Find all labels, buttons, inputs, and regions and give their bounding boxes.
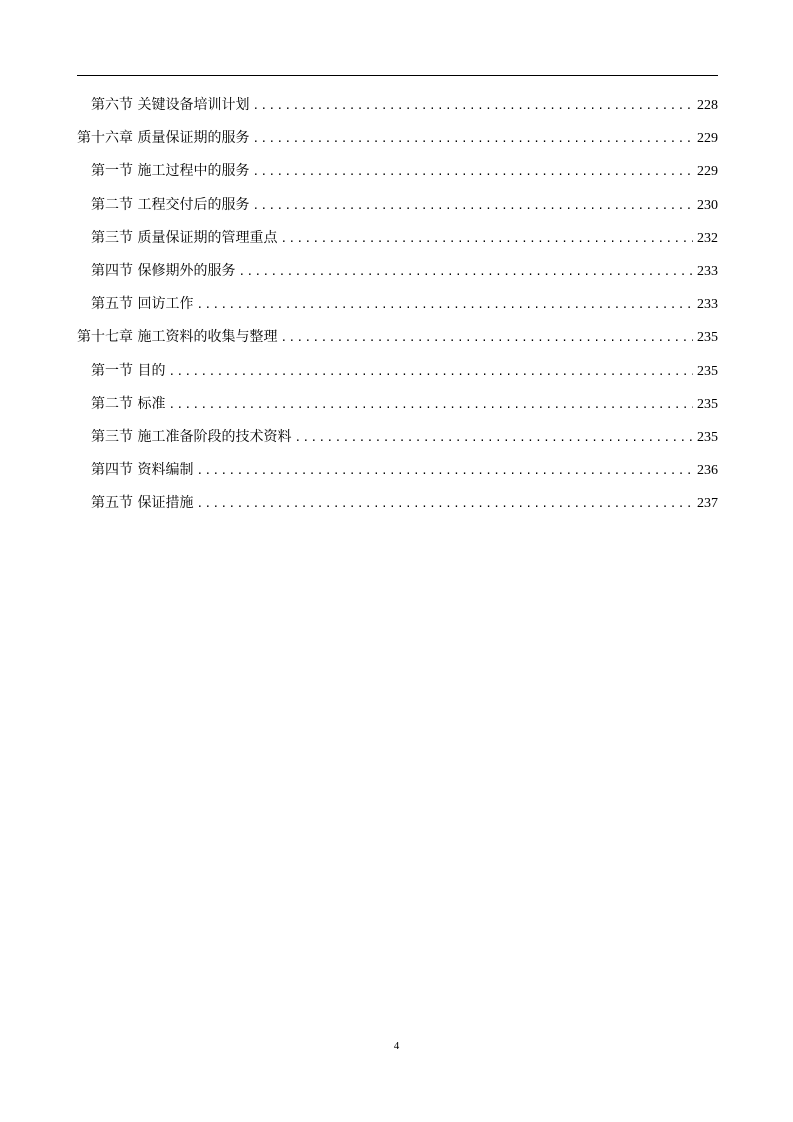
- toc-entry[interactable]: [77, 321, 718, 354]
- toc-entry[interactable]: [77, 222, 718, 255]
- toc-leader-dots: [196, 487, 693, 520]
- toc-entry-title: 第五节 回访工作: [91, 296, 194, 313]
- toc-entry-page: 235: [697, 330, 718, 346]
- toc-leader-dots: [196, 288, 693, 321]
- toc-leader-dots: [196, 454, 693, 487]
- toc-leader-dots: [280, 222, 693, 255]
- toc-entry-page: 235: [697, 429, 718, 445]
- page-number: 4: [393, 1040, 400, 1052]
- toc-entry-page: 237: [697, 496, 718, 512]
- toc-entry-page: 235: [697, 363, 718, 379]
- toc-entry[interactable]: [77, 487, 718, 520]
- toc-entry[interactable]: [77, 288, 718, 321]
- toc-leader-dots: [252, 189, 693, 222]
- toc-entry-page: 233: [697, 263, 718, 279]
- toc-leader-dots: [168, 355, 693, 388]
- toc-entry[interactable]: [77, 122, 718, 155]
- toc-leader-dots: [252, 89, 693, 122]
- toc-entry-page: 229: [697, 131, 718, 147]
- toc-entry-title: 第十六章 质量保证期的服务: [77, 130, 250, 147]
- toc-entry-title: 第三节 施工准备阶段的技术资料: [91, 428, 292, 445]
- toc-entry-title: 第一节 目的: [91, 362, 166, 379]
- toc-entry-page: 229: [697, 164, 718, 180]
- toc-entry[interactable]: [77, 89, 718, 122]
- toc-entry-page: 230: [697, 197, 718, 213]
- toc-leader-dots: [238, 255, 693, 288]
- toc-leader-dots: [168, 388, 693, 421]
- toc-entry-page: 228: [697, 98, 718, 113]
- toc-entry-title: 第二节 标准: [91, 395, 166, 412]
- toc-entry-title: 第四节 资料编制: [91, 462, 194, 479]
- toc-entry[interactable]: [77, 255, 718, 288]
- table-of-contents: [77, 89, 718, 520]
- toc-entry-title: 第四节 保修期外的服务: [91, 262, 236, 279]
- toc-entry-page: 233: [697, 297, 718, 313]
- toc-entry-title: 第二节 工程交付后的服务: [91, 196, 250, 213]
- toc-leader-dots: [252, 155, 693, 188]
- toc-entry[interactable]: [77, 388, 718, 421]
- toc-entry[interactable]: [77, 421, 718, 454]
- toc-entry[interactable]: [77, 454, 718, 487]
- toc-entry-page: 232: [697, 230, 718, 246]
- toc-entry-title: 第六节 关键设备培训计划: [91, 97, 250, 113]
- toc-leader-dots: [252, 122, 693, 155]
- toc-leader-dots: [294, 421, 693, 454]
- toc-entry-page: 236: [697, 463, 718, 479]
- toc-entry-title: 第一节 施工过程中的服务: [91, 163, 250, 180]
- toc-entry[interactable]: [77, 155, 718, 188]
- toc-entry[interactable]: [77, 355, 718, 388]
- toc-entry-title: 第十七章 施工资料的收集与整理: [77, 329, 278, 346]
- toc-leader-dots: [280, 321, 693, 354]
- toc-entry-page: 235: [697, 396, 718, 412]
- toc-entry-title: 第五节 保证措施: [91, 495, 194, 512]
- toc-entry[interactable]: [77, 189, 718, 222]
- toc-entry-title: 第三节 质量保证期的管理重点: [91, 229, 278, 246]
- header-rule: [77, 75, 718, 76]
